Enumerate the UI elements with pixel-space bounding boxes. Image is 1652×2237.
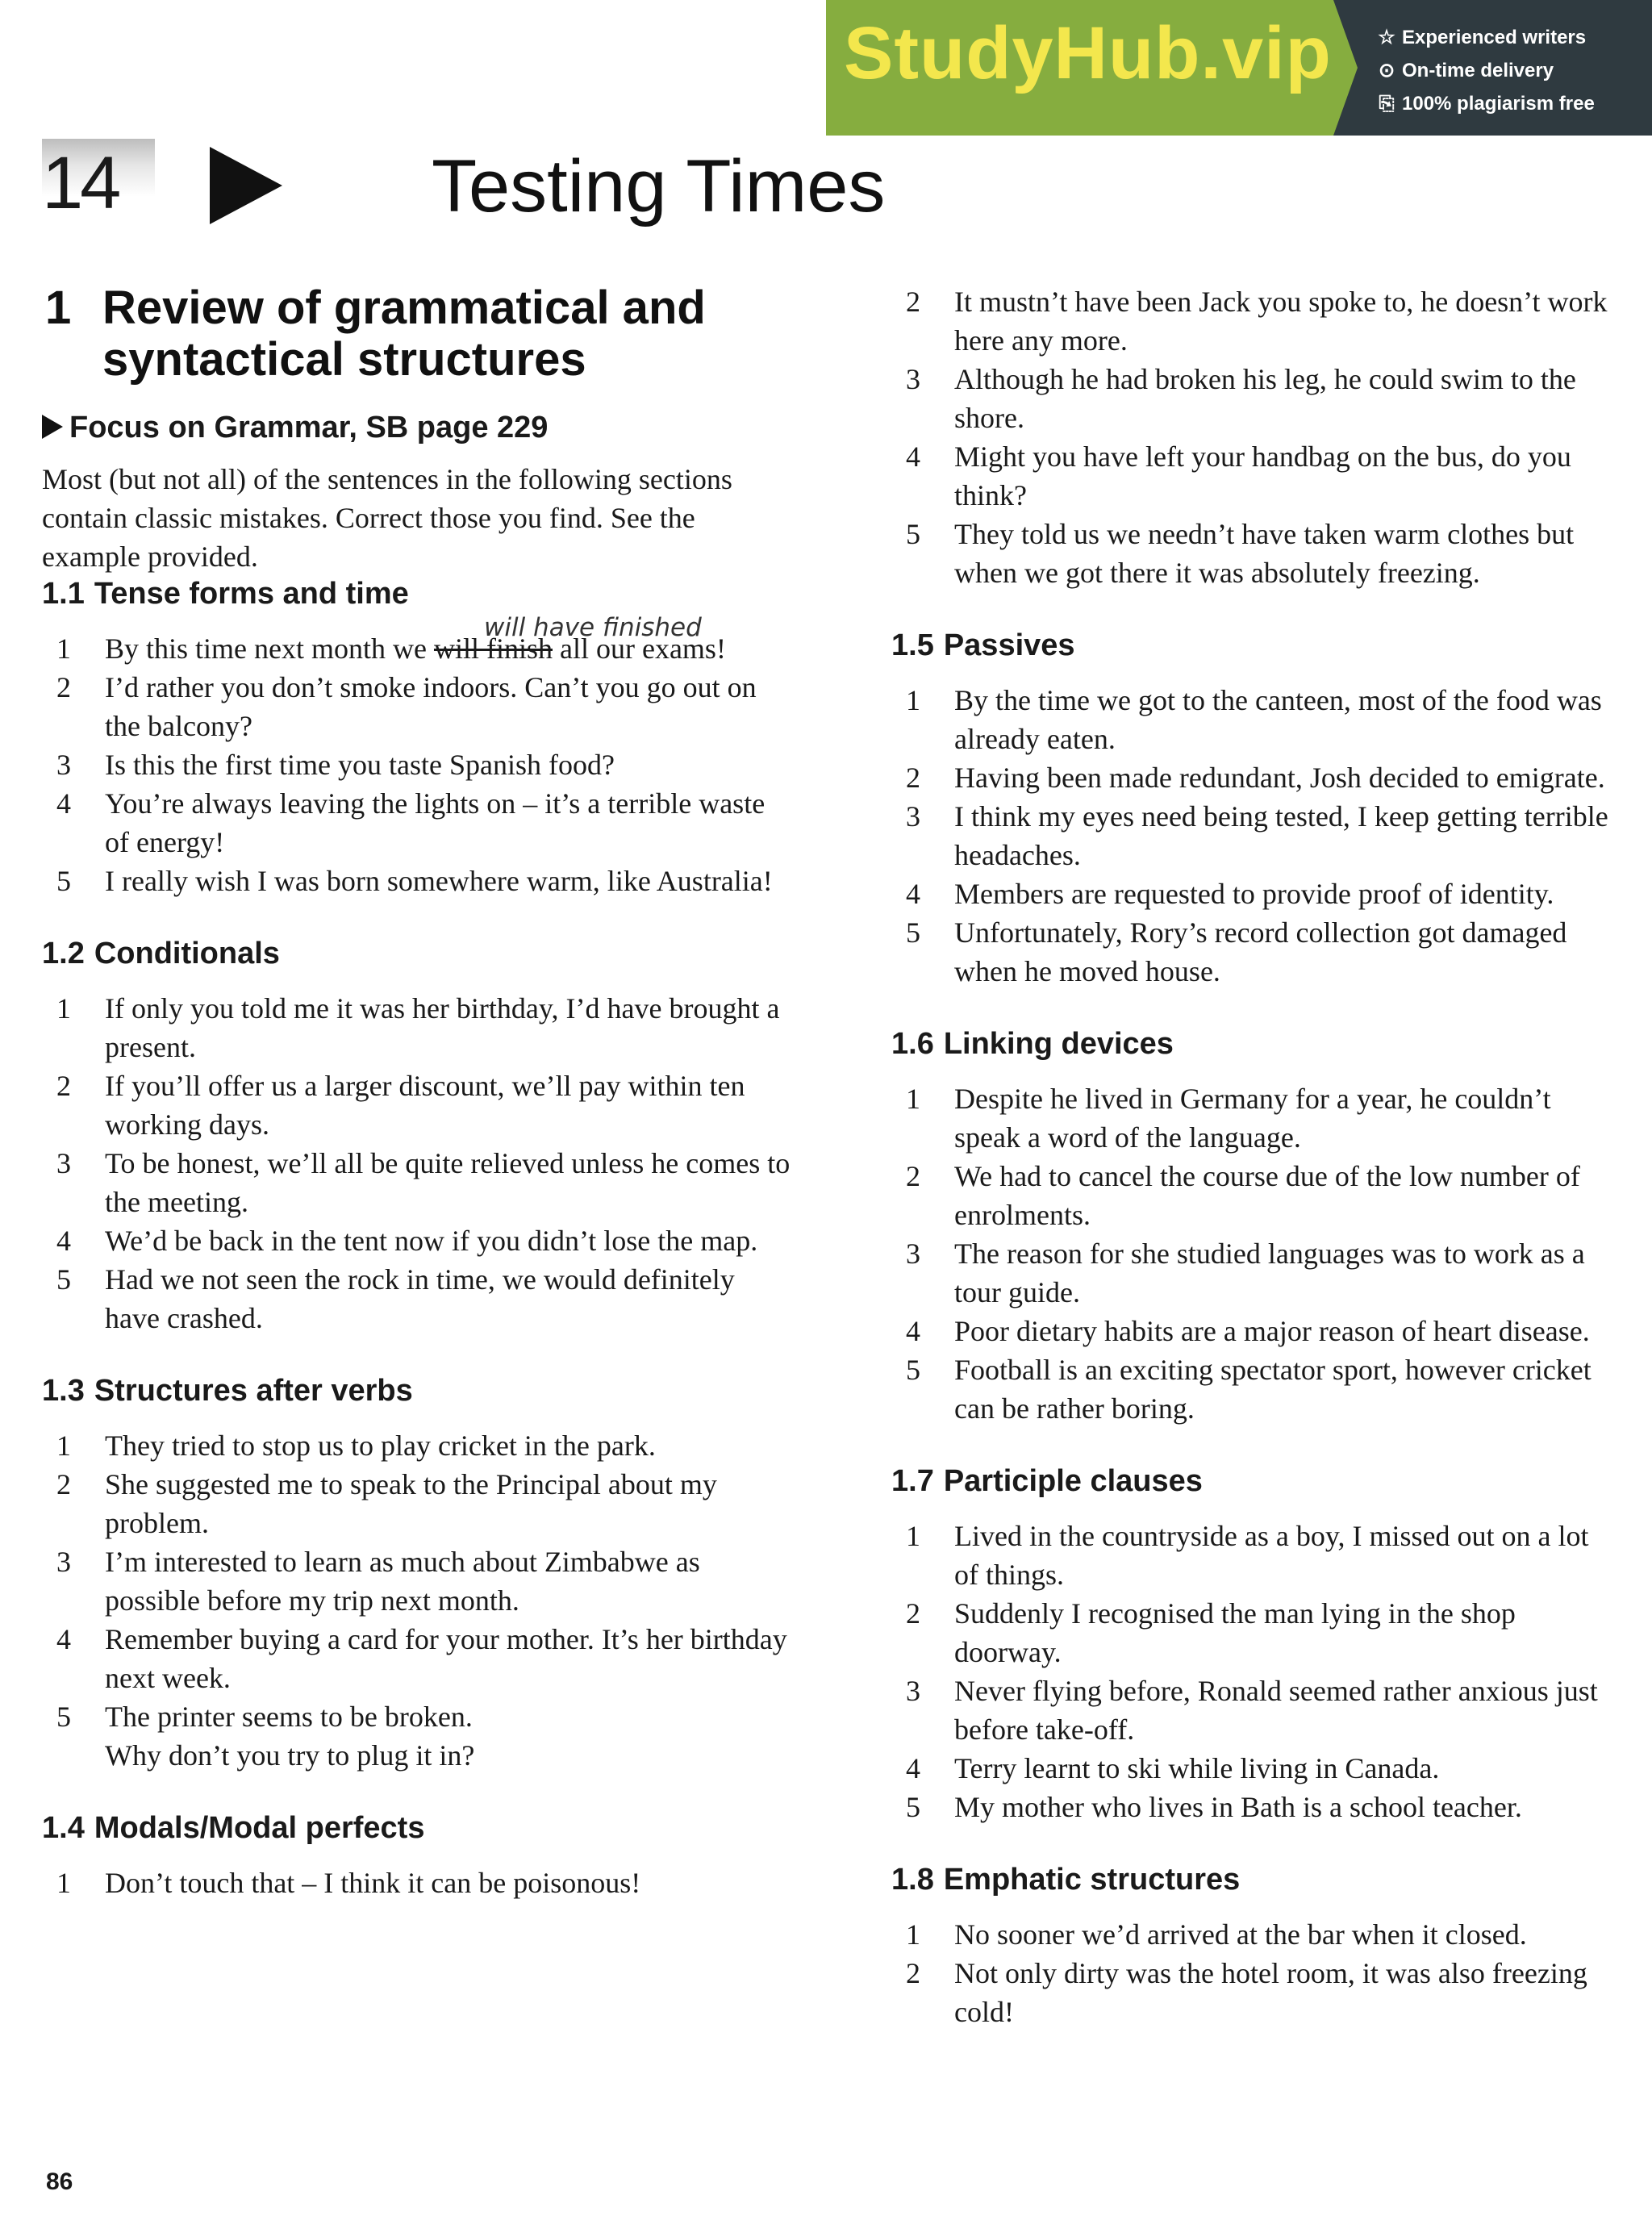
list-item: 4 You’re always leaving the lights on – it’s a terrible waste of energy! — [56, 787, 766, 858]
list-item: 2 I’d rather you don’t smoke indoors. Can’t you go out on the balcony? — [56, 671, 757, 742]
chapter-number: 14 — [42, 139, 155, 227]
subsection-modals-continued — [891, 282, 1617, 592]
list-item: 4 Members are requested to provide proof of identity. — [906, 878, 1554, 910]
handwritten-correction: will have finished — [484, 613, 702, 642]
list-item: 2 We had to cancel the course due of the low number of enrolments. — [906, 1160, 1580, 1231]
list-item: 3 The reason for she studied languages was to work as a tour guide. — [906, 1237, 1585, 1308]
clock-icon: ⊙ — [1378, 60, 1395, 81]
list-item: 1 If only you told me it was her birthday, I’d have brought a present. — [56, 992, 780, 1063]
subsection-heading: 1.7 Participle clauses — [891, 1464, 1203, 1498]
list-item: 2 Not only dirty was the hotel room, it was also freezing cold! — [906, 1957, 1587, 2028]
list-item: 3 Never flying before, Ronald seemed rather anxious just before take-off. — [906, 1675, 1598, 1746]
list-item: 1 Despite he lived in Germany for a year, he couldn’t speak a word of the language. — [906, 1083, 1551, 1154]
list-item: 4 We’d be back in the tent now if you didn’t lose the map. — [56, 1225, 758, 1257]
list-item: 3 Although he had broken his leg, he could swim to the shore. — [906, 363, 1576, 434]
subsection-heading: 1.6 Linking devices — [891, 1027, 1174, 1061]
right-column — [891, 282, 1617, 2031]
instructions-text: Most (but not all) of the sentences in the following sections contain classic mistakes. Correct those you find. See the example provided. — [42, 463, 732, 573]
subsection-heading: 1.2 Conditionals — [42, 937, 280, 970]
feature-plagiarism-free: ⎘ 100% plagiarism free — [1376, 87, 1595, 120]
list-item: 5 The printer seems to be broken. Why don’t you try to plug it in? — [56, 1701, 475, 1772]
list-item: 1 They tried to stop us to play cricket in the park. — [56, 1429, 656, 1462]
list-item: 3 To be honest, we’ll all be quite relieved unless he comes to the meeting. — [56, 1147, 791, 1218]
page-number: 86 — [46, 2168, 73, 2195]
list-item: 2 Having been made redundant, Josh decided to emigrate. — [906, 762, 1605, 794]
list-item: 2 If you’ll offer us a larger discount, we’ll pay within ten working days. — [56, 1070, 745, 1141]
banner-feature-list — [1376, 21, 1595, 120]
list-item: 3 Is this the first time you taste Spanish food? — [56, 749, 615, 781]
subsection-heading: 1.1 Tense forms and time — [42, 577, 409, 611]
subsection-emphatic-structures — [891, 1862, 1617, 2031]
chapter-title: Testing Times — [432, 145, 886, 227]
list-item: 1 By the time we got to the canteen, most of the food was already eaten. — [906, 684, 1602, 755]
list-item: 2 It mustn’t have been Jack you spoke to, he doesn’t work here any more. — [906, 286, 1608, 357]
section-number: 1 — [45, 282, 72, 334]
list-item: 5 My mother who lives in Bath is a school teacher. — [906, 1791, 1522, 1823]
subsection-tense-forms — [42, 576, 792, 900]
list-item: 4 Terry learnt to ski while living in Canada. — [906, 1752, 1440, 1784]
subsection-heading: 1.5 Passives — [891, 628, 1075, 662]
star-icon: ☆ — [1378, 27, 1395, 48]
copy-icon: ⎘ — [1379, 93, 1395, 115]
list-item: 5 I really wish I was born somewhere warm, like Australia! — [56, 865, 773, 897]
subsection-heading: 1.4 Modals/Modal perfects — [42, 1811, 425, 1845]
list-item: 1 Lived in the countryside as a boy, I missed out on a lot of things. — [906, 1520, 1589, 1591]
struck-text: will finish — [433, 632, 553, 665]
feature-on-time-delivery: ⊙ On-time delivery — [1376, 54, 1595, 87]
section-title: Review of grammatical and syntactical structures — [102, 282, 706, 386]
list-item: 4 Might you have left your handbag on the bus, do you think? — [906, 440, 1571, 511]
subsection-passives — [891, 628, 1617, 991]
list-item: 5 Had we not seen the rock in time, we would definitely have crashed. — [56, 1263, 735, 1334]
subsection-heading: 1.3 Structures after verbs — [42, 1374, 413, 1408]
list-item: 4 Remember buying a card for your mother. It’s her birthday next week. — [56, 1623, 787, 1694]
list-item: 5 Football is an exciting spectator sport, however cricket can be rather boring. — [906, 1354, 1592, 1425]
subsection-linking-devices — [891, 1026, 1617, 1428]
subsection-structures-after-verbs — [42, 1373, 792, 1775]
list-item: 5 They told us we needn’t have taken warm clothes but when we got there it was absolutely freezing. — [906, 518, 1575, 589]
left-column — [42, 282, 792, 1902]
studyhub-logo[interactable]: StudyHub.vip — [844, 12, 1332, 94]
subsection-modals — [42, 1810, 792, 1902]
subsection-heading: 1.8 Emphatic structures — [891, 1863, 1241, 1897]
list-item: 1 By this time next month we will finish all our exams! — [56, 632, 726, 665]
subsection-participle-clauses — [891, 1463, 1617, 1826]
feature-experienced-writers: ☆ Experienced writers — [1376, 21, 1595, 54]
list-item: 2 She suggested me to speak to the Principal about my problem. — [56, 1468, 717, 1539]
list-item: 3 I think my eyes need being tested, I keep getting terrible headaches. — [906, 800, 1608, 871]
play-arrow-icon — [42, 415, 63, 439]
list-item: 5 Unfortunately, Rory’s record collection got damaged when he moved house. — [906, 916, 1567, 987]
section-heading — [42, 282, 792, 386]
list-item: 1 No sooner we’d arrived at the bar when it closed. — [906, 1918, 1527, 1951]
list-item: 4 Poor dietary habits are a major reason of heart disease. — [906, 1315, 1590, 1347]
chapter-arrow-icon — [210, 147, 282, 224]
list-item: 2 Suddenly I recognised the man lying in the shop doorway. — [906, 1597, 1516, 1668]
focus-reference: Focus on Grammar, SB page 229 — [42, 410, 792, 445]
list-item: 1 Don’t touch that – I think it can be poisonous! — [56, 1867, 641, 1899]
list-item: 3 I’m interested to learn as much about Zimbabwe as possible before my trip next month. — [56, 1546, 700, 1617]
subsection-conditionals — [42, 936, 792, 1338]
studyhub-banner[interactable] — [826, 0, 1652, 136]
